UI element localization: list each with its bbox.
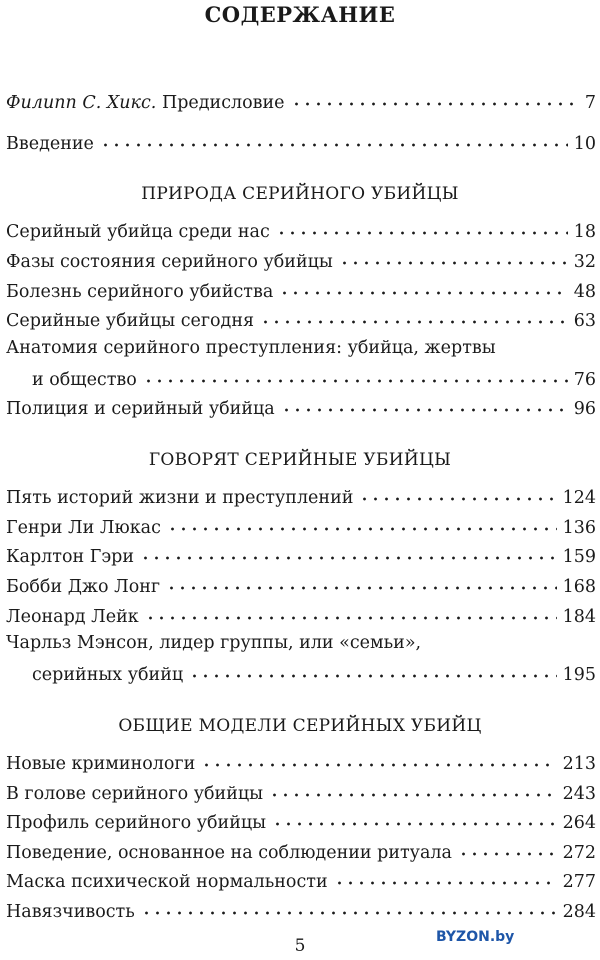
- dot-leader: [140, 544, 557, 562]
- section-heading: ОБЩИЕ МОДЕЛИ СЕРИЙНЫХ УБИЙЦ: [118, 716, 482, 736]
- entry-first-line: Чарльз Мэнсон, лидер группы, или «семьи»,: [6, 633, 422, 653]
- entry-label: Поведение, основанное на соблюдении ритуала: [6, 842, 452, 863]
- toc-entry: [32, 367, 596, 393]
- section-heading: ГОВОРЯТ СЕРИЙНЫЕ УБИЙЦЫ: [148, 450, 452, 470]
- dot-leader: [201, 751, 556, 769]
- dot-leader: [334, 869, 557, 887]
- entry-page: 63: [573, 310, 596, 331]
- entry-page: 284: [562, 901, 596, 922]
- toc-entry: [6, 781, 596, 807]
- entry-label: Серийный убийца среди нас: [6, 221, 270, 242]
- toc-entry: [6, 219, 596, 245]
- entry-page: 277: [562, 871, 596, 892]
- entry-label: Новые криминологи: [6, 753, 196, 774]
- entry-page: 159: [562, 546, 596, 567]
- entry-page: 184: [562, 606, 596, 627]
- entry-page: 264: [562, 812, 596, 833]
- entry-page: 18: [573, 221, 596, 242]
- toc-entry: [6, 396, 596, 422]
- toc-entry: [6, 249, 596, 275]
- toc-entry-preface: [6, 90, 596, 116]
- dot-leader: [279, 279, 567, 297]
- entry-page: 213: [562, 753, 596, 774]
- entry-page: 48: [573, 281, 596, 302]
- toc-entry: [6, 869, 596, 895]
- toc-entry-intro: [6, 131, 596, 157]
- toc-entry: [6, 308, 596, 334]
- dot-leader: [359, 485, 556, 503]
- entry-page: 7: [584, 92, 596, 113]
- dot-leader: [272, 810, 557, 828]
- toc-entry: [6, 574, 596, 600]
- entry-page: 124: [562, 487, 596, 508]
- entry-page: 136: [562, 517, 596, 538]
- entry-label: Генри Ли Люкас: [6, 517, 161, 538]
- toc-entry: [6, 751, 596, 777]
- entry-page: 32: [573, 251, 596, 272]
- entry-label: В голове серийного убийцы: [6, 783, 264, 804]
- contents-title: СОДЕРЖАНИЕ: [204, 2, 396, 27]
- toc-entry: [6, 515, 596, 541]
- entry-label: и общество: [32, 369, 137, 390]
- dot-leader: [167, 515, 557, 533]
- dot-leader: [166, 574, 557, 592]
- dot-leader: [141, 899, 557, 917]
- toc-entry: [6, 899, 596, 925]
- toc-entry: [6, 810, 596, 836]
- toc-entry: [6, 544, 596, 570]
- entry-label: Леонард Лейк: [6, 606, 139, 627]
- section-heading: ПРИРОДА СЕРИЙНОГО УБИЙЦЫ: [141, 184, 459, 204]
- entry-label: Пять историй жизни и преступлений: [6, 487, 354, 508]
- page-number: 5: [294, 936, 306, 956]
- dot-leader: [339, 249, 568, 267]
- dot-leader: [291, 90, 579, 108]
- entry-page: 96: [573, 398, 596, 419]
- dot-leader: [458, 840, 557, 858]
- dot-leader: [281, 396, 568, 414]
- entry-page: 195: [562, 664, 596, 685]
- watermark: BYZON.by: [436, 929, 515, 945]
- preface-label: Предисловие: [161, 92, 285, 113]
- dot-leader: [189, 662, 556, 680]
- entry-label: Бобби Джо Лонг: [6, 576, 161, 597]
- preface-author: Филипп С. Хикс.: [6, 92, 157, 113]
- dot-leader: [100, 131, 568, 149]
- toc-entry: [6, 604, 596, 630]
- entry-label: Болезнь серийного убийства: [6, 281, 274, 302]
- entry-label: Введение: [6, 133, 94, 154]
- dot-leader: [143, 367, 568, 385]
- entry-label: Полиция и серийный убийца: [6, 398, 275, 419]
- dot-leader: [276, 219, 568, 237]
- toc-entry: [6, 485, 596, 511]
- entry-label: Фазы состояния серийного убийцы: [6, 251, 333, 272]
- entry-label: Карлтон Гэри: [6, 546, 134, 567]
- toc-entry: [6, 840, 596, 866]
- entry-page: 76: [573, 369, 596, 390]
- entry-label: [6, 93, 285, 113]
- entry-page: 243: [562, 783, 596, 804]
- dot-leader: [269, 781, 557, 799]
- entry-label: Навязчивость: [6, 901, 135, 922]
- toc-entry: [6, 279, 596, 305]
- entry-first-line: Анатомия серийного преступления: убийца, жертвы: [6, 338, 496, 358]
- entry-label: серийных убийц: [32, 664, 184, 685]
- dot-leader: [260, 308, 568, 326]
- entry-page: 10: [573, 133, 596, 154]
- dot-leader: [145, 604, 557, 622]
- entry-label: Профиль серийного убийцы: [6, 812, 267, 833]
- entry-page: 272: [562, 842, 596, 863]
- toc-entry: [32, 662, 596, 688]
- entry-label: Маска психической нормальности: [6, 871, 328, 892]
- entry-label: Серийные убийцы сегодня: [6, 310, 255, 331]
- entry-page: 168: [562, 576, 596, 597]
